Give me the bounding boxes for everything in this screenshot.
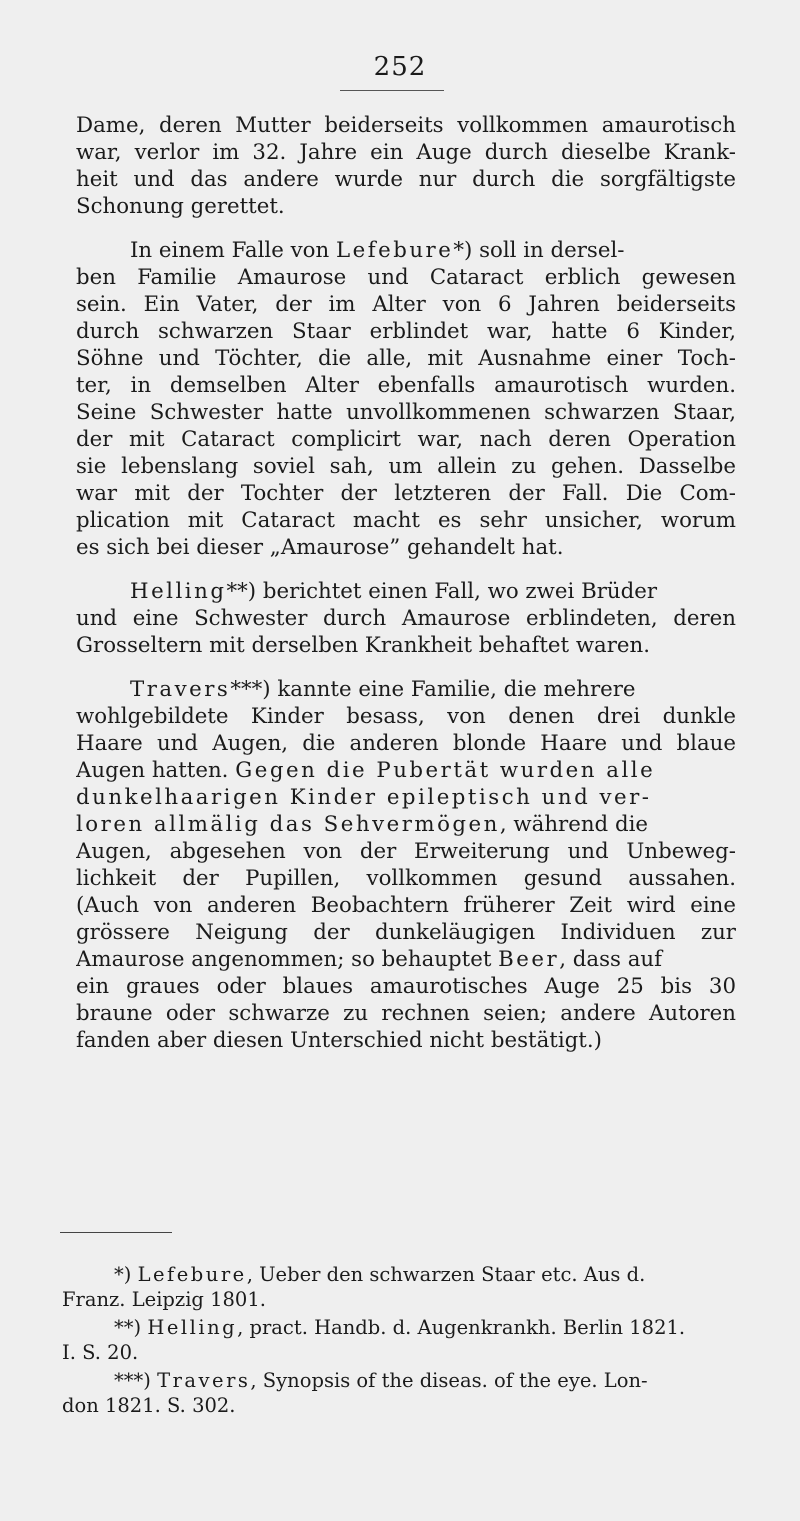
text-line: war mit der Tochter der letzteren der Fall. Die Com- (76, 481, 736, 506)
text-segment: In einem Falle von (130, 238, 336, 263)
author-name: Beer (498, 947, 560, 972)
text-line: Haare und Augen, die anderen blonde Haare und blaue (76, 731, 736, 756)
text-segment: *) soll in dersel- (453, 238, 625, 263)
text-line (76, 676, 736, 703)
text-line: durch schwarzen Staar erblindet war, hatte 6 Kinder, (76, 319, 736, 344)
text-line: der mit Cataract complicirt war, nach deren Operation (76, 427, 736, 452)
text-segment: , Ueber den schwarzen Staar etc. Aus d. (246, 1263, 646, 1286)
text-line (62, 1368, 722, 1393)
text-segment: ***) kannte eine Familie, die mehrere (230, 677, 636, 702)
text-segment: **) berichtet einen Fall, wo zwei Brüder (226, 579, 658, 604)
text-line (76, 237, 736, 264)
text-line: fanden aber diesen Unterschied nicht bestätigt.) (76, 1028, 602, 1053)
paragraph-2 (76, 237, 736, 561)
text-segment: Augen hatten. (76, 758, 236, 783)
text-line: braune oder schwarze zu rechnen seien; andere Autoren (76, 1001, 736, 1026)
text-segment: , dass auf (559, 947, 662, 972)
text-line: Grosseltern mit derselben Krankheit behaftet waren. (76, 633, 651, 658)
author-name: Travers (157, 1369, 251, 1392)
text-line: sein. Ein Vater, der im Alter von 6 Jahren beiderseits (76, 292, 736, 317)
page-number: 252 (373, 52, 427, 82)
footnotes (62, 1262, 722, 1421)
text-line: Dame, deren Mutter beiderseits vollkommen amaurotisch (76, 113, 736, 138)
text-line: ter, in demselben Alter ebenfalls amaurotisch wurden. (76, 373, 736, 398)
text-line: Seine Schwester hatte unvollkommenen schwarzen Staar, (76, 400, 736, 425)
text-line: heit und das andere wurde nur durch die sorgfältigste (76, 167, 736, 192)
author-name: Helling (147, 1316, 238, 1339)
text-line (76, 811, 736, 838)
text-line: Schonung gerettet. (76, 194, 285, 219)
text-segment: , pract. Handb. d. Augenkrankh. Berlin 1821. (237, 1316, 686, 1339)
footnote-rule (60, 1232, 172, 1233)
text-line: ben Familie Amaurose und Cataract erblich gewesen (76, 265, 736, 290)
text-line: war, verlor im 32. Jahre ein Auge durch dieselbe Krank- (76, 140, 736, 165)
paragraph-4 (76, 676, 736, 1054)
text-line (76, 757, 736, 784)
footnote-mark: ***) (114, 1369, 158, 1392)
text-segment: , Synopsis of the diseas. of the eye. Lon- (250, 1369, 648, 1392)
emphasized-text: Gegen die Pubertät wurden alle (235, 758, 656, 783)
text-line (76, 578, 736, 605)
footnote-mark: *) (114, 1263, 138, 1286)
text-line: es sich bei dieser „Amaurose” gehandelt hat. (76, 535, 564, 560)
footnote-mark: **) (114, 1316, 148, 1339)
text-line: und eine Schwester durch Amaurose erblindeten, deren (76, 606, 736, 631)
text-line (62, 1315, 722, 1340)
paragraph-3 (76, 578, 736, 659)
author-name: Lefebure (335, 238, 454, 263)
author-name: Helling (130, 579, 227, 604)
text-segment: Amaurose angenommen; so behauptet (76, 947, 499, 972)
paragraph-1 (76, 112, 736, 220)
footnote-2 (62, 1315, 722, 1365)
text-line (76, 946, 736, 973)
footnote-1 (62, 1262, 722, 1312)
text-line: grössere Neigung der dunkeläugigen Individuen zur (76, 920, 736, 945)
emphasized-text: loren allmälig das Sehvermögen (76, 812, 500, 837)
text-line: sie lebenslang soviel sah, um allein zu gehen. Dasselbe (76, 454, 736, 479)
text-line: plication mit Cataract macht es sehr unsicher, worum (76, 508, 736, 533)
emphasized-line: dunkelhaarigen Kinder epileptisch und ver- (76, 785, 652, 810)
text-line: (Auch von anderen Beobachtern früherer Zeit wird eine (76, 893, 736, 918)
text-segment: , während die (499, 812, 649, 837)
text-line: don 1821. S. 302. (62, 1394, 236, 1417)
page-number-rule (340, 90, 444, 91)
author-name: Lefebure (137, 1263, 247, 1286)
text-line: ein graues oder blaues amaurotisches Auge 25 bis 30 (76, 974, 736, 999)
text-line: wohlgebildete Kinder besass, von denen drei dunkle (76, 704, 736, 729)
text-line: lichkeit der Pupillen, vollkommen gesund aussahen. (76, 866, 736, 891)
text-line (62, 1262, 722, 1287)
text-line: I. S. 20. (62, 1341, 139, 1364)
footnote-3 (62, 1368, 722, 1418)
author-name: Travers (130, 677, 231, 702)
text-line: Söhne und Töchter, die alle, mit Ausnahme einer Toch- (76, 346, 736, 371)
text-line: Franz. Leipzig 1801. (62, 1288, 266, 1311)
text-line: Augen, abgesehen von der Erweiterung und Unbeweg- (76, 839, 736, 864)
body-text (76, 112, 736, 1071)
